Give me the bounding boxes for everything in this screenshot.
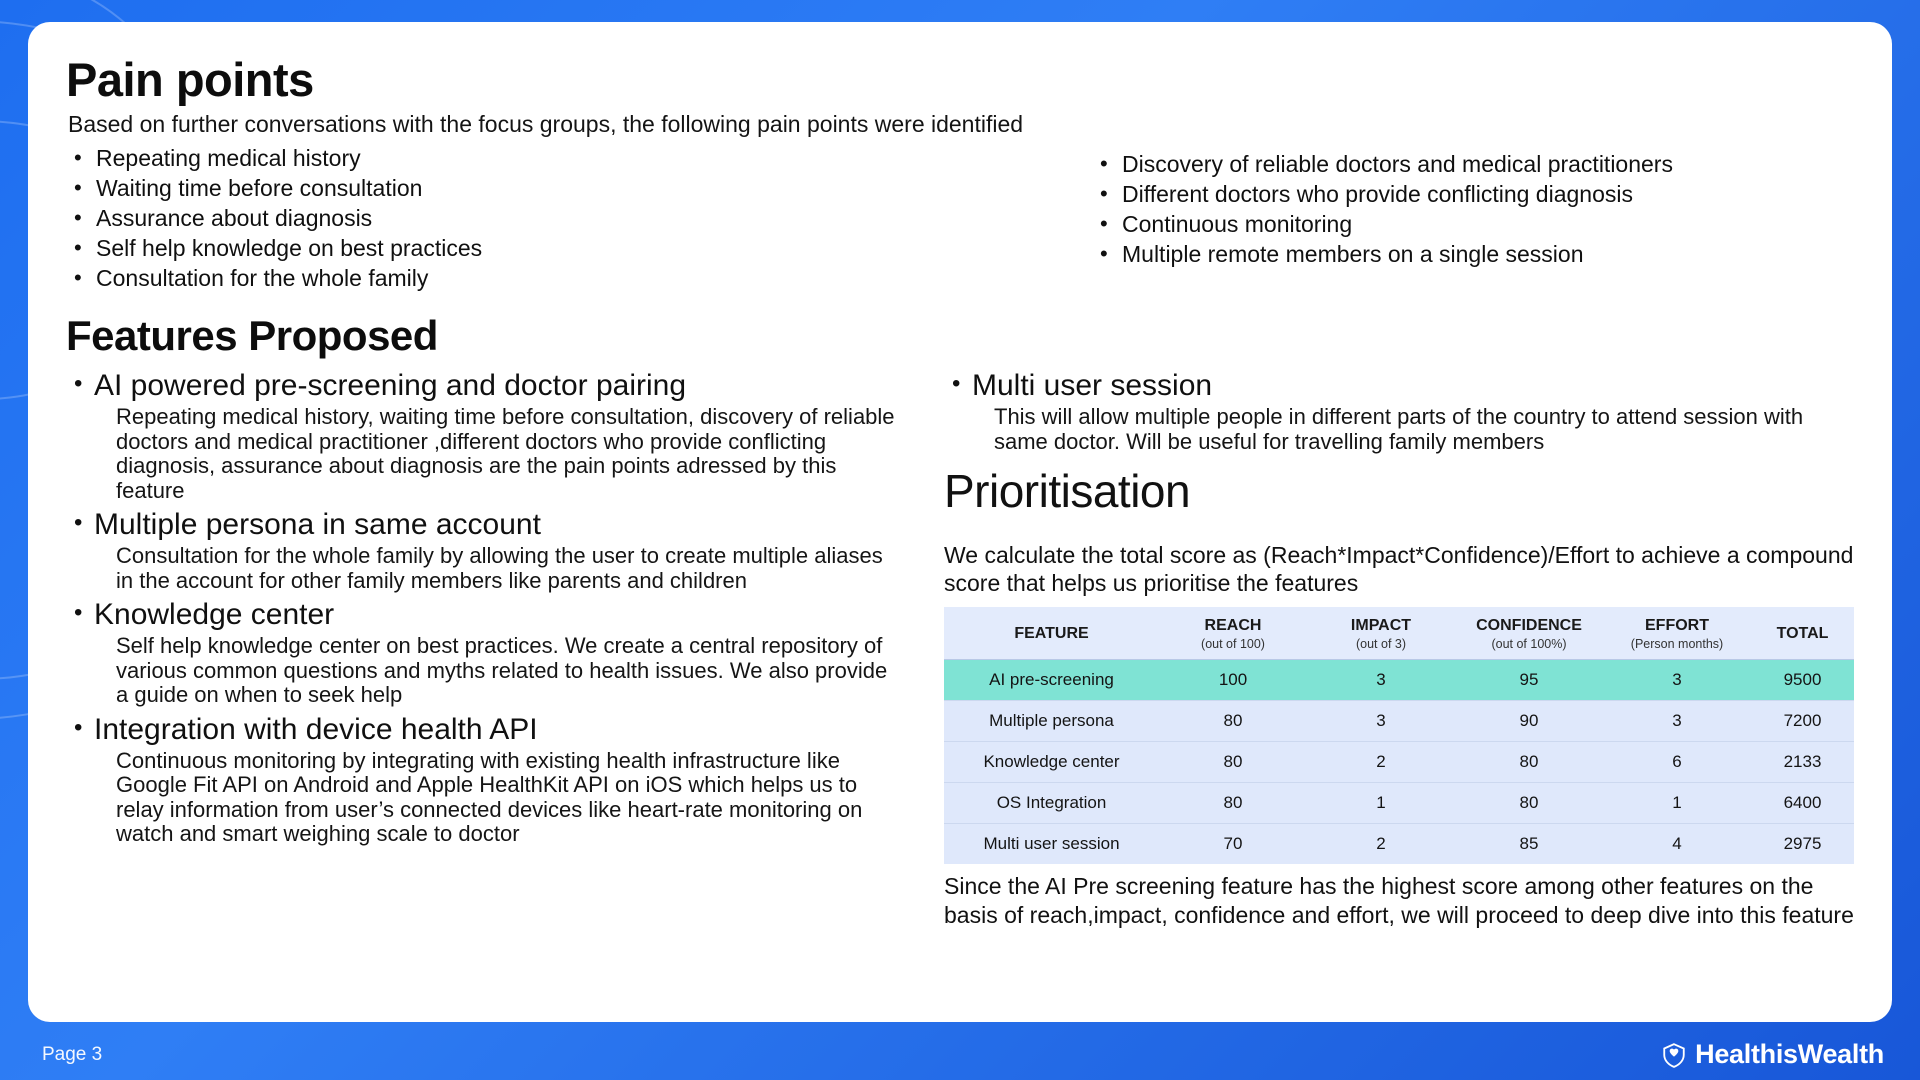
cell-total: 7200: [1751, 701, 1854, 742]
feature-description: Consultation for the whole family by allowing the user to create multiple aliases in the account for other family members like parents and children: [116, 543, 883, 593]
column-header-total: [1751, 607, 1854, 660]
cell-effort: 4: [1672, 834, 1682, 853]
feature-description: Repeating medical history, waiting time before consultation, discovery of reliable doctors and medical practitioner ,different doctors who provide conflicting diagnosis, assurance about diagnosis are the pain points adressed by this feature: [116, 404, 895, 503]
feature-name: • AI powered pre-screening and doctor pairing: [66, 368, 902, 404]
cell-confidence: 90: [1455, 701, 1603, 742]
header-sublabel: (Person months): [1630, 637, 1724, 651]
cell-total: 9500: [1751, 660, 1854, 701]
feature-item: [66, 507, 902, 593]
features-section: [66, 368, 1854, 953]
shield-icon: [1661, 1042, 1687, 1068]
features-title: Features Proposed: [66, 312, 438, 359]
header-label: TOTAL: [1776, 625, 1829, 642]
list-item: • Assurance about diagnosis: [66, 204, 960, 233]
cell-confidence: 95: [1455, 660, 1603, 701]
feature-description: This will allow multiple people in different parts of the country to attend session with same doctor. Will be useful for travelling family members: [994, 404, 1804, 454]
table-row: [944, 660, 1854, 701]
page-number: Page 3: [42, 1044, 103, 1065]
header-label: IMPACT: [1350, 617, 1412, 634]
cell-reach: 100: [1159, 660, 1307, 701]
feature-item: [944, 368, 1854, 454]
feature-item: [66, 368, 902, 503]
header-sublabel: (out of 100%): [1491, 637, 1567, 651]
cell-confidence: 80: [1455, 783, 1603, 824]
cell-impact: 2: [1307, 742, 1455, 783]
header-label: CONFIDENCE: [1476, 617, 1582, 634]
list-item: • Discovery of reliable doctors and medical practitioners: [1092, 150, 1854, 179]
cell-effort: 6: [1603, 742, 1751, 783]
feature-name: • Knowledge center: [66, 597, 902, 633]
brand-name: HealthisWealth: [1695, 1039, 1884, 1069]
page-title: Pain points: [66, 53, 314, 106]
header-label: EFFORT: [1645, 617, 1709, 634]
features-right-column: [926, 368, 1854, 953]
column-header-feature: [944, 607, 1159, 660]
header-label: REACH: [1204, 617, 1262, 634]
slide-canvas: [28, 22, 1892, 1022]
cell-total: 6400: [1751, 783, 1854, 824]
cell-impact: 1: [1307, 783, 1455, 824]
cell-total: 2975: [1783, 834, 1822, 853]
feature-description: Self help knowledge center on best practices. We create a central repository of various common questions and myths related to health issues. We also provide a guide on when to seek help: [116, 633, 888, 707]
header-sublabel: (out of 3): [1355, 637, 1407, 651]
header-label: FEATURE: [1014, 625, 1089, 642]
cell-reach: 80: [1159, 701, 1307, 742]
features-left-column: [66, 368, 902, 953]
pain-points-section: [66, 144, 1854, 294]
column-header-confidence: [1455, 607, 1603, 660]
cell-feature: Multiple persona: [944, 701, 1159, 742]
feature-description: Continuous monitoring by integrating with existing health infrastructure like Google Fit API on Android and Apple HealthKit API on iOS which helps us to relay information from user’s connected devices like heart-rate monitoring on watch and smart weighing scale to doctor: [116, 747, 863, 846]
cell-effort: 3: [1603, 660, 1751, 701]
header-sublabel: (out of 100): [1201, 637, 1265, 651]
cell-total: 2133: [1751, 742, 1854, 783]
cell-feature: Knowledge center: [944, 742, 1159, 783]
prioritisation-title: Prioritisation: [944, 465, 1191, 517]
table-header-row: [944, 607, 1854, 660]
feature-name: • Multiple persona in same account: [66, 507, 902, 543]
cell-feature: Multi user session: [983, 834, 1120, 853]
list-item: • Multiple remote members on a single session: [1092, 240, 1854, 269]
table-row: [944, 824, 1854, 865]
cell-reach: 80: [1159, 783, 1307, 824]
cell-reach: 80: [1159, 742, 1307, 783]
feature-name: • Integration with device health API: [66, 712, 902, 748]
list-item: • Repeating medical history: [66, 144, 960, 173]
cell-confidence: 85: [1519, 834, 1539, 853]
column-header-reach: [1159, 607, 1307, 660]
cell-impact: 3: [1307, 701, 1455, 742]
cell-impact: 3: [1307, 660, 1455, 701]
pain-points-left-list: [66, 144, 960, 293]
prioritisation-table: [944, 607, 1854, 864]
table-row: [944, 783, 1854, 824]
cell-impact: 2: [1376, 834, 1386, 853]
cell-effort: 3: [1603, 701, 1751, 742]
list-item: • Self help knowledge on best practices: [66, 234, 960, 263]
pain-points-left-column: [66, 144, 960, 294]
list-item: • Consultation for the whole family: [66, 264, 960, 293]
cell-reach: 70: [1223, 834, 1243, 853]
prioritisation-closing-text: Since the AI Pre screening feature has the highest score among other features on the basis of reach,impact, confidence and effort, we will proceed to deep dive into this feature: [944, 873, 1854, 928]
column-header-effort: [1603, 607, 1751, 660]
cell-feature: AI pre-screening: [944, 660, 1159, 701]
list-item: • Waiting time before consultation: [66, 174, 960, 203]
cell-effort: 1: [1603, 783, 1751, 824]
cell-confidence: 80: [1455, 742, 1603, 783]
feature-item: [66, 597, 902, 708]
pain-points-right-list: [1092, 150, 1854, 269]
table-row: [944, 701, 1854, 742]
list-item: • Different doctors who provide conflicting diagnosis: [1092, 180, 1854, 209]
column-header-impact: [1307, 607, 1455, 660]
table-row: [944, 742, 1854, 783]
cell-feature: OS Integration: [944, 783, 1159, 824]
feature-name: • Multi user session: [944, 368, 1854, 404]
prioritisation-description: We calculate the total score as (Reach*Impact*Confidence)/Effort to achieve a compound score that helps us prioritise the features: [944, 542, 1854, 596]
pain-points-subtitle: Based on further conversations with the focus groups, the following pain points were identified: [68, 111, 1024, 137]
list-item: • Continuous monitoring: [1092, 210, 1854, 239]
brand-logo: [1661, 1039, 1884, 1070]
feature-item: [66, 712, 902, 847]
pain-points-right-column: [960, 144, 1854, 294]
